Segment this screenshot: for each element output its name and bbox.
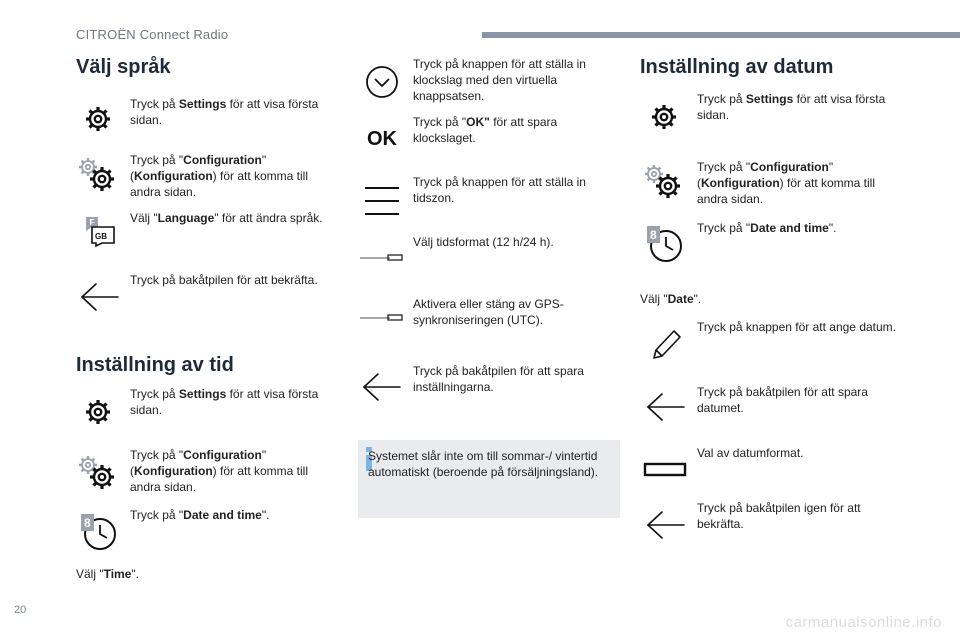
date-step-2: Tryck på "Configuration" (Konfiguration) för att komma till andra sidan. [697, 160, 876, 206]
watermark: carmanualsonline.info [785, 614, 942, 631]
col2-step-6: Tryck på bakåtpilen för att spara inställningarna. [413, 364, 584, 394]
time-step-1: Tryck på Settings för att visa första sidan. [130, 387, 319, 417]
choose-time: Välj "Time". [76, 567, 139, 581]
back-arrow-icon [646, 392, 686, 422]
info-note [358, 440, 620, 518]
menu-list-icon [364, 186, 400, 216]
ok-icon [366, 126, 400, 150]
configuration-gears-icon [78, 455, 116, 491]
settings-gear-icon [84, 398, 112, 426]
date-step-7: Tryck på bakåtpilen igen för att bekräfta. [697, 501, 861, 531]
header-title: CITROËN Connect Radio [76, 27, 229, 42]
date-time-clock-icon [80, 512, 120, 552]
date-format-field-icon [644, 463, 686, 477]
choose-date: Välj "Date". [640, 292, 702, 306]
back-arrow-icon [80, 282, 120, 312]
section-title-language: Välj språk [76, 56, 171, 78]
ok-label: OK [367, 128, 397, 150]
info-note-text: Systemet slår inte om till sommar-/ vintertid automatiskt (beroende på försäljningsland). [368, 449, 599, 479]
section-title-date: Inställning av datum [640, 56, 834, 78]
language-flag-icon [84, 215, 118, 247]
chevron-down-circle-icon [364, 64, 400, 100]
page-number: 20 [14, 604, 27, 616]
col2-step-5: Aktivera eller stäng av GPS-synkroniseringen (UTC). [413, 297, 564, 327]
time-step-3: Tryck på "Date and time". [130, 508, 270, 522]
time-step-2: Tryck på "Configuration" (Konfiguration) för att komma till andra sidan. [130, 448, 309, 494]
date-step-4: Tryck på knappen för att ange datum. [697, 320, 897, 334]
toggle-slider-icon [360, 313, 404, 323]
language-step-3: Välj "Language" för att ändra språk. [130, 211, 323, 225]
col2-step-3: Tryck på knappen för att ställa in tidszon. [413, 175, 586, 205]
flag-letters-gb: GB [95, 232, 107, 241]
toggle-slider-icon [360, 253, 404, 263]
clock-badge-number: 8 [650, 228, 657, 242]
configuration-gears-icon [78, 157, 116, 193]
date-step-3: Tryck på "Date and time". [697, 221, 837, 235]
pencil-icon [650, 328, 682, 362]
clock-badge-number: 8 [84, 516, 91, 530]
date-time-clock-icon [646, 224, 686, 264]
flag-letter-f: F [89, 218, 95, 227]
language-step-2: Tryck på "Configuration" (Konfiguration) för att komma till andra sidan. [130, 153, 309, 199]
col2-step-2: Tryck på "OK" för att spara klockslaget. [413, 115, 558, 145]
language-step-1: Tryck på Settings för att visa första sidan. [130, 97, 319, 127]
language-step-4: Tryck på bakåtpilen för att bekräfta. [130, 273, 318, 287]
header-bar [482, 32, 960, 38]
section-title-time: Inställning av tid [76, 354, 234, 376]
col2-step-4: Välj tidsformat (12 h/24 h). [413, 235, 554, 249]
col2-step-1: Tryck på knappen för att ställa in klockslag med den virtuella knappsatsen. [413, 57, 586, 103]
date-step-1: Tryck på Settings för att visa första sidan. [697, 92, 886, 122]
configuration-gears-icon [644, 164, 682, 200]
settings-gear-icon [650, 103, 678, 131]
back-arrow-icon [646, 510, 686, 540]
date-step-5: Tryck på bakåtpilen för att spara datumet. [697, 385, 868, 415]
date-step-6: Val av datumformat. [697, 446, 804, 460]
settings-gear-icon [84, 105, 112, 133]
back-arrow-icon [362, 372, 402, 402]
